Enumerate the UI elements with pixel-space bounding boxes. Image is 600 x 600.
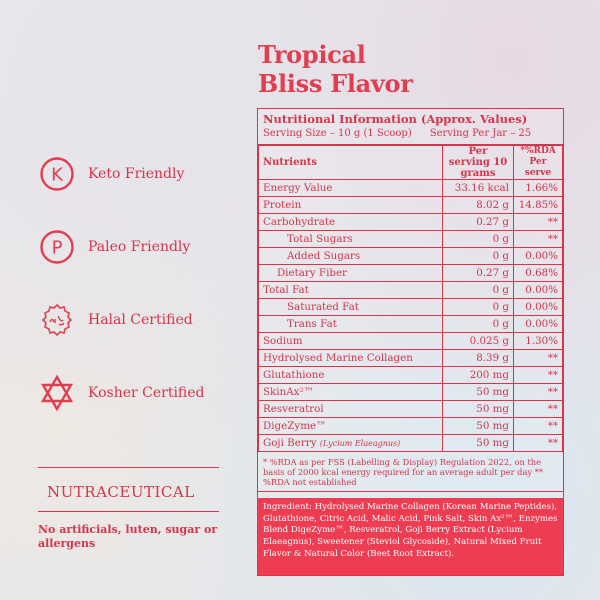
- serving-per-jar: Serving Per Jar – 25: [429, 128, 532, 139]
- feature-label-kosher: Kosher Certified: [88, 385, 205, 401]
- per-serving-value: 50 mg: [443, 401, 514, 418]
- nutrient-label: Carbohydrate: [263, 216, 336, 228]
- feature-label-paleo: Paleo Friendly: [88, 239, 191, 255]
- feature-paleo: [38, 228, 190, 266]
- feature-keto: [38, 155, 184, 193]
- nutrient-label: Total Fat: [263, 284, 309, 296]
- nutrient-name: [259, 282, 443, 299]
- nutrient-label: Energy Value: [263, 182, 333, 194]
- nutrient-name: [259, 384, 443, 401]
- rda-value: **: [514, 384, 563, 401]
- rda-value: 14.85%: [514, 197, 563, 214]
- col-nutrients: Nutrients: [259, 146, 443, 180]
- nutrient-label: Trans Fat: [287, 318, 337, 330]
- table-row: [259, 180, 563, 197]
- table-row: [259, 299, 563, 316]
- nutrient-label: Glutathione: [263, 369, 325, 381]
- rda-value: 1.66%: [514, 180, 563, 197]
- nutrient-name: [259, 231, 443, 248]
- nutrient-name: [259, 401, 443, 418]
- rda-value: **: [514, 350, 563, 367]
- paleo-p-icon: [38, 228, 76, 266]
- nutrient-name: [259, 197, 443, 214]
- rda-value: **: [514, 401, 563, 418]
- table-row: [259, 333, 563, 350]
- table-row: [259, 418, 563, 435]
- nutrient-name: [259, 316, 443, 333]
- star-of-david-icon: [38, 374, 76, 412]
- per-serving-value: 0 g: [443, 248, 514, 265]
- per-serving-value: 8.39 g: [443, 350, 514, 367]
- title-line-1: Tropical: [258, 40, 366, 69]
- nutrient-name: [259, 333, 443, 350]
- per-serving-value: 0 g: [443, 282, 514, 299]
- per-serving-value: 8.02 g: [443, 197, 514, 214]
- table-row: [259, 350, 563, 367]
- per-serving-value: 0.27 g: [443, 265, 514, 282]
- table-row: [259, 248, 563, 265]
- rda-value: 0.00%: [514, 248, 563, 265]
- nutrient-name: [259, 350, 443, 367]
- table-row: [259, 282, 563, 299]
- per-serving-value: 200 mg: [443, 367, 514, 384]
- per-serving-value: 0 g: [443, 231, 514, 248]
- product-title: [258, 40, 558, 98]
- table-row: [259, 384, 563, 401]
- nutraceutical-label: NUTRACEUTICAL: [47, 483, 195, 501]
- nutrient-label: Sodium: [263, 335, 303, 347]
- nutrient-label: Dietary Fiber: [277, 267, 347, 279]
- table-row: [259, 214, 563, 231]
- serving-info: [263, 127, 558, 141]
- rda-value: 1.30%: [514, 333, 563, 350]
- per-serving-value: 50 mg: [443, 418, 514, 435]
- divider-bottom: [38, 511, 219, 512]
- nutrient-name: [259, 248, 443, 265]
- nutrient-name: [259, 299, 443, 316]
- nutrition-panel: [257, 108, 564, 576]
- rda-value: 0.00%: [514, 299, 563, 316]
- col-serving: Per serving 10 grams: [443, 146, 514, 180]
- keto-k-icon: [38, 155, 76, 193]
- nutrient-name: [259, 214, 443, 231]
- table-header-row: [259, 146, 563, 180]
- table-row: [259, 197, 563, 214]
- feature-label-keto: Keto Friendly: [88, 166, 185, 182]
- per-serving-value: 33.16 kcal: [443, 180, 514, 197]
- nutrient-label: DigeZyme™: [263, 420, 327, 432]
- allergen-note: No artificials, luten, sugar or allergens: [38, 523, 218, 550]
- scientific-name: (Lycium Elaeagnus): [319, 438, 401, 448]
- serving-size: Serving Size – 10 g (1 Scoop): [263, 128, 412, 139]
- feature-halal: [38, 301, 193, 339]
- divider-top: [38, 467, 219, 468]
- nutrition-table: [258, 145, 563, 452]
- svg-text:K: K: [51, 164, 63, 186]
- nutrient-name: [259, 435, 443, 452]
- nutrient-label: Added Sugars: [287, 250, 361, 262]
- svg-text:P: P: [51, 237, 63, 259]
- rda-value: 0.00%: [514, 316, 563, 333]
- title-line-2: Bliss Flavor: [258, 69, 413, 98]
- col-rda: *%RDA Per serve: [514, 146, 563, 180]
- rda-value: 0.68%: [514, 265, 563, 282]
- nutrient-label: Resveratrol: [263, 403, 324, 415]
- per-serving-value: 0.025 g: [443, 333, 514, 350]
- rda-footnote: * %RDA as per FSS (Labelling & Display) Regulation 2022, on the basis of 2000 kcal energy required for an average adult per day ** %RDA not established: [258, 452, 563, 492]
- per-serving-value: 0.27 g: [443, 214, 514, 231]
- halal-seal-icon: [38, 301, 76, 339]
- rda-value: **: [514, 231, 563, 248]
- per-serving-value: 0 g: [443, 299, 514, 316]
- nutrient-label: Goji Berry: [263, 436, 317, 449]
- rda-value: **: [514, 214, 563, 231]
- per-serving-value: 0 g: [443, 316, 514, 333]
- table-row: [259, 231, 563, 248]
- table-row: [259, 401, 563, 418]
- table-row: [259, 367, 563, 384]
- nutrient-name: [259, 367, 443, 384]
- table-row: [259, 265, 563, 282]
- per-serving-value: 50 mg: [443, 435, 514, 452]
- nutrient-name: [259, 418, 443, 435]
- nutrient-label: Saturated Fat: [287, 301, 359, 313]
- panel-header: [258, 109, 563, 145]
- rda-value: **: [514, 367, 563, 384]
- rda-value: 0.00%: [514, 282, 563, 299]
- nutrient-name: [259, 180, 443, 197]
- feature-kosher: [38, 374, 205, 412]
- ingredients-box: Ingredient: Hydrolysed Marine Collagen (Korean Marine Peptides), Glutathione, Citric Acid, Malic Acid, Pink Salt, Skin Ax²™, Enzymes Blend DigeZyme™, Resveratrol, Goji Berry Extract (Lycium Elaeagnus), Sweetener (Steviol Glycoside), Natural Mixed Fruit Flavor & Natural Color (Beet Root Extract).: [258, 498, 563, 575]
- nutrient-label: Protein: [263, 199, 302, 211]
- nutrient-label: SkinAx²™: [263, 386, 314, 398]
- panel-heading: Nutritional Information (Approx. Values): [263, 112, 528, 126]
- table-row: [259, 316, 563, 333]
- nutrient-label: Total Sugars: [287, 233, 353, 245]
- rda-value: **: [514, 418, 563, 435]
- table-row: [259, 435, 563, 452]
- rda-value: **: [514, 435, 563, 452]
- nutrient-label: Hydrolysed Marine Collagen: [263, 352, 413, 364]
- nutrient-name: [259, 265, 443, 282]
- feature-label-halal: Halal Certified: [88, 312, 193, 328]
- per-serving-value: 50 mg: [443, 384, 514, 401]
